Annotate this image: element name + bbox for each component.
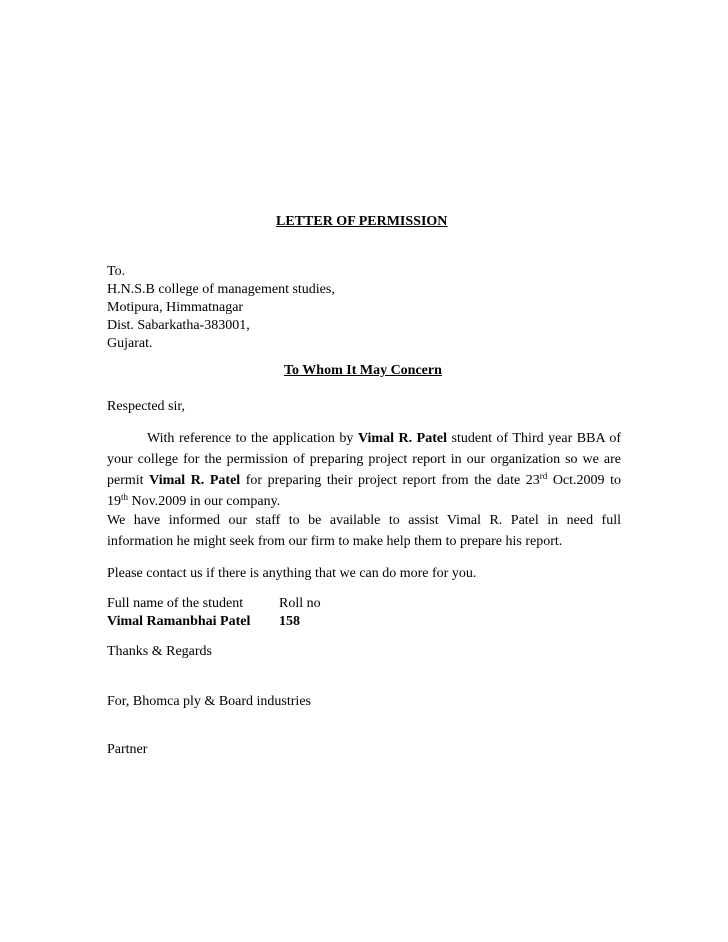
para1-text: for preparing their project report from the date 23 <box>240 473 540 488</box>
roll-no-label: Roll no <box>279 596 321 611</box>
date-superscript: rd <box>539 471 548 481</box>
para1-line1 <box>107 428 621 449</box>
para1-line4 <box>107 491 621 512</box>
address-line-2: Motipura, Himmatnagar <box>107 300 244 315</box>
address-to: To. <box>107 264 126 279</box>
para1-text: 19 <box>107 494 121 509</box>
para2-line2: information he might seek from our firm to make help them to prepare his report. <box>107 534 563 549</box>
address-line-1: H.N.S.B college of management studies, <box>107 282 335 297</box>
para3: Please contact us if there is anything that we can do more for you. <box>107 566 477 581</box>
para1-text: Nov.2009 in our company. <box>128 494 281 509</box>
student-name-value: Vimal Ramanbhai Patel <box>107 614 251 629</box>
para2-line1: We have informed our staff to be available to assist Vimal R. Patel in need full <box>107 513 621 528</box>
subject-line: To Whom It May Concern <box>284 363 442 378</box>
salutation: Respected sir, <box>107 399 185 414</box>
address-line-3: Dist. Sabarkatha-383001, <box>107 318 250 333</box>
student-name-bold: Vimal R. Patel <box>357 431 448 446</box>
signatory: Partner <box>107 742 148 757</box>
letter-title: LETTER OF PERMISSION <box>276 214 448 229</box>
student-name-label: Full name of the student <box>107 596 244 611</box>
company-name: For, Bhomca ply & Board industries <box>107 694 311 709</box>
para1-text: student of Third year BBA of <box>447 431 621 446</box>
closing: Thanks & Regards <box>107 644 212 659</box>
para1-line2: your college for the permission of preparing project report in our organization so we are <box>107 452 621 467</box>
student-name-bold: Vimal R. Patel <box>149 473 241 488</box>
address-line-4: Gujarat. <box>107 336 153 351</box>
date-superscript: th <box>121 492 129 502</box>
para1-text: Oct.2009 to <box>547 473 621 488</box>
para1-text: With reference to the application by <box>147 431 358 446</box>
para1-line3 <box>107 470 621 491</box>
para1-text: permit <box>107 473 150 488</box>
roll-no-value: 158 <box>279 614 300 629</box>
